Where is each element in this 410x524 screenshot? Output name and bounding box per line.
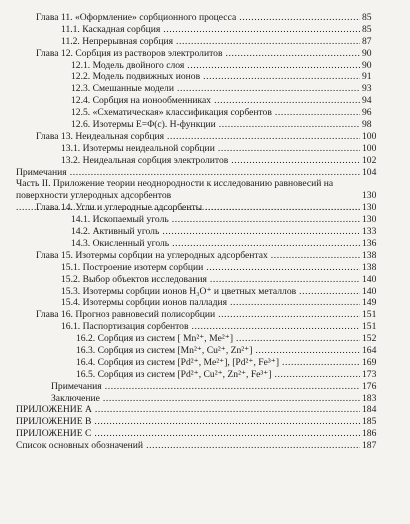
toc-entry <box>0 119 410 131</box>
toc-entry-title: Глава 12. Сорбция из растворов электролитов ..... <box>36 48 360 60</box>
toc-entry-page-number: 133 <box>362 226 377 238</box>
toc-entry-page-number: 151 <box>362 309 377 321</box>
toc-entry-title: 16.4. Сорбция из систем [Pd²⁺, Me²⁺], [Pd²⁺, Fe³⁺] ..... <box>76 357 360 369</box>
toc-entry <box>0 178 410 202</box>
toc-entry-title: 16.3. Сорбция из систем [Mn²⁺, Cu²⁺, Zn²⁺] ..... <box>76 345 360 357</box>
toc-entry <box>0 83 410 95</box>
toc-entry-title: ПРИЛОЖЕНИЕ В ..... <box>16 416 360 428</box>
toc-entry <box>0 24 410 36</box>
toc-entry-page-number: 90 <box>362 47 372 59</box>
toc-entry-title: 14.2. Активный уголь ..... <box>71 226 360 238</box>
toc-entry <box>0 131 410 143</box>
toc-entry <box>0 440 410 452</box>
toc-entry-title: Глава 14. Угли и углеродные адсорбенты ..... <box>36 202 360 214</box>
toc-entry-page-number: 149 <box>362 297 377 309</box>
toc-entry-title: 14.3. Окисленный уголь ..... <box>71 238 360 250</box>
toc-entry-page-number: 164 <box>362 344 377 356</box>
toc-entry-title: 12.5. «Схематическая» классификация сорбентов ..... <box>71 107 360 119</box>
toc-entry <box>0 71 410 83</box>
toc-entry <box>0 60 410 72</box>
toc-entry <box>0 321 410 333</box>
toc-entry-title: 15.1. Построение изотерм сорбции ..... <box>61 262 360 274</box>
toc-entry-page-number: 130 <box>362 202 377 214</box>
toc-entry <box>0 345 410 357</box>
toc-entry <box>0 381 410 393</box>
toc-entry <box>0 262 410 274</box>
toc-entry-page-number: 94 <box>362 95 372 107</box>
toc-entry-page-number: 151 <box>362 321 377 333</box>
toc-entry-page-number: 87 <box>362 35 372 47</box>
toc-entry-page-number: 93 <box>362 83 372 95</box>
toc-entry <box>0 95 410 107</box>
toc-entry-page-number: 186 <box>362 428 377 440</box>
toc-entry-title: Глава 11. «Оформление» сорбционного процесса ..... <box>36 12 360 24</box>
toc-entry-title: 12.4. Сорбция на ионообменниках ..... <box>71 95 360 107</box>
toc-entry-title: ПРИЛОЖЕНИЕ А ..... <box>16 404 360 416</box>
toc-entry-page-number: 130 <box>362 214 377 226</box>
toc-entry <box>0 155 410 167</box>
toc-entry <box>0 333 410 345</box>
toc-entry-page-number: 187 <box>362 440 377 452</box>
toc-entry-title: 13.1. Изотермы неидеальной сорбции ..... <box>61 143 360 155</box>
toc-entry <box>0 393 410 405</box>
toc-entry-title: 12.2. Модель подвижных ионов ..... <box>71 71 360 83</box>
toc-entry <box>0 238 410 250</box>
toc-entry-title: 15.2. Выбор объектов исследования ..... <box>61 274 360 286</box>
toc-entry-title: 16.5. Сорбция из систем [Pd²⁺, Cu²⁺, Zn²⁺, Fe³⁺] ..... <box>76 369 360 381</box>
toc-entry <box>0 12 410 24</box>
toc-entry-title: Глава 15. Изотермы сорбции на углеродных адсорбентах ..... <box>36 250 360 262</box>
toc-entry <box>0 357 410 369</box>
toc-entry-page-number: 96 <box>362 107 372 119</box>
toc-entry-title: ПРИЛОЖЕНИЕ С ..... <box>16 428 360 440</box>
toc-entry-page-number: 130 <box>362 190 377 202</box>
toc-entry-page-number: 138 <box>362 249 377 261</box>
toc-entry-title: Примечания ..... <box>51 381 360 393</box>
toc-entry-page-number: 136 <box>362 237 377 249</box>
toc-entry-title: 14.1. Ископаемый уголь ..... <box>71 214 360 226</box>
toc-entry <box>0 250 410 262</box>
toc-entry-page-number: 140 <box>362 273 377 285</box>
toc-entry-title: Заключение ..... <box>51 393 360 405</box>
toc-entry-page-number: 173 <box>362 368 377 380</box>
toc-entry-title: 16.1. Паспортизация сорбентов ..... <box>61 321 360 333</box>
toc-entry-page-number: 102 <box>362 154 377 166</box>
toc-entry-title: Часть II. Приложение теории неоднородности к исследованию равновесий на поверхности углеродных адсорбентов ..... <box>16 178 360 214</box>
toc-entry <box>0 404 410 416</box>
toc-entry-title: 13.2. Неидеальная сорбция электролитов ..... <box>61 155 360 167</box>
toc-entry <box>0 297 410 309</box>
toc-entry-page-number: 140 <box>362 285 377 297</box>
toc-entry-page-number: 176 <box>362 380 377 392</box>
toc-entry-page-number: 138 <box>362 261 377 273</box>
toc-entry-title: 12.6. Изотермы E=Φ(c). H-функции ..... <box>71 119 360 131</box>
toc-entry-page-number: 90 <box>362 59 372 71</box>
toc-entry-page-number: 100 <box>362 142 377 154</box>
toc-entry-title: 15.4. Изотермы сорбции ионов палладия ..... <box>61 297 360 309</box>
toc-entry-title: 15.3. Изотермы сорбции ионов H₃O⁺ и цветных металлов ..... <box>61 286 360 298</box>
toc-entry-title: 11.2. Непрерывная сорбция ..... <box>61 36 360 48</box>
toc-entry <box>0 369 410 381</box>
toc-entry-page-number: 152 <box>362 333 377 345</box>
toc-entry <box>0 274 410 286</box>
toc-entry <box>0 286 410 298</box>
toc-entry-title: 12.1. Модель двойного слоя ..... <box>71 60 360 72</box>
toc-entry-page-number: 98 <box>362 119 372 131</box>
toc-entry-page-number: 183 <box>362 392 377 404</box>
toc-entry-page-number: 184 <box>362 404 377 416</box>
toc-entry-page-number: 104 <box>362 166 377 178</box>
toc-entry <box>0 226 410 238</box>
toc-entry-page-number: 169 <box>362 356 377 368</box>
toc-entry-page-number: 85 <box>362 23 372 35</box>
toc-entry <box>0 48 410 60</box>
toc-entry-title: Примечания ..... <box>16 167 360 179</box>
toc-entry <box>0 202 410 214</box>
toc-entry <box>0 167 410 179</box>
toc-entry-page-number: 85 <box>362 12 372 23</box>
toc-entry <box>0 214 410 226</box>
toc-entry <box>0 36 410 48</box>
table-of-contents <box>0 12 410 452</box>
toc-entry-page-number: 100 <box>362 130 377 142</box>
toc-entry-title: 11.1. Каскадная сорбция ..... <box>61 24 360 36</box>
toc-entry-title: Список основных обозначений ..... <box>16 440 360 452</box>
toc-entry-title: 16.2. Сорбция из систем [ Mn²⁺, Me²⁺] ..... <box>76 333 360 345</box>
toc-entry <box>0 416 410 428</box>
toc-entry <box>0 428 410 440</box>
toc-entry-page-number: 91 <box>362 71 372 83</box>
toc-entry <box>0 309 410 321</box>
toc-entry <box>0 107 410 119</box>
toc-entry-title: 12.3. Смешанные модели ..... <box>71 83 360 95</box>
toc-entry-title: Глава 16. Прогноз равновесий полисорбции ..... <box>36 309 360 321</box>
toc-entry <box>0 143 410 155</box>
toc-entry-page-number: 185 <box>362 416 377 428</box>
toc-entry-title: Глава 13. Неидеальная сорбция ..... <box>36 131 360 143</box>
